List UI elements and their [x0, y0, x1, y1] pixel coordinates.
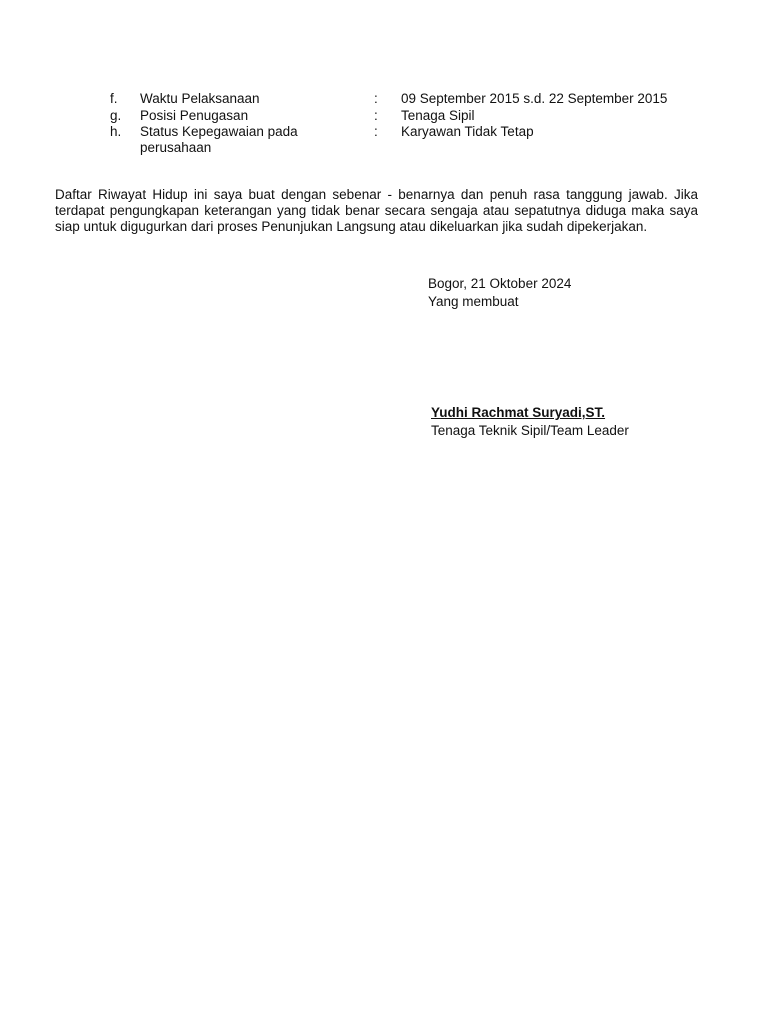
- signature-footer: [431, 405, 629, 439]
- detail-value: Tenaga Sipil: [401, 108, 475, 123]
- made-by-label: Yang membuat: [428, 294, 519, 309]
- declaration-statement: Daftar Riwayat Hidup ini saya buat dengan sebenar - benarnya dan penuh rasa tanggung jawab. Jika terdapat pengungkapan keterangan yang tidak benar secara sengaja atau sepatutnya diduga maka saya siap untuk digugurkan dari proses Penunjukan Langsung atau dikeluarkan jika sudah dipekerjakan.: [55, 187, 698, 234]
- detail-value: 09 September 2015 s.d. 22 September 2015: [401, 91, 668, 106]
- detail-letter: g.: [110, 108, 122, 123]
- detail-letter: f.: [110, 91, 118, 106]
- detail-label: Status Kepegawaian pada perusahaan: [140, 124, 298, 155]
- detail-value: Karyawan Tidak Tetap: [401, 124, 534, 139]
- detail-label: Posisi Penugasan: [140, 108, 249, 123]
- detail-colon: :: [374, 108, 378, 123]
- signer-name: Yudhi Rachmat Suryadi,ST.: [431, 405, 606, 420]
- place-date: Bogor, 21 Oktober 2024: [428, 276, 572, 291]
- detail-label: Waktu Pelaksanaan: [140, 91, 260, 106]
- detail-colon: :: [374, 91, 378, 106]
- detail-letter: h.: [110, 124, 122, 139]
- detail-colon: :: [374, 124, 378, 139]
- signer-position: Tenaga Teknik Sipil/Team Leader: [431, 423, 629, 438]
- signature-header: [428, 276, 571, 310]
